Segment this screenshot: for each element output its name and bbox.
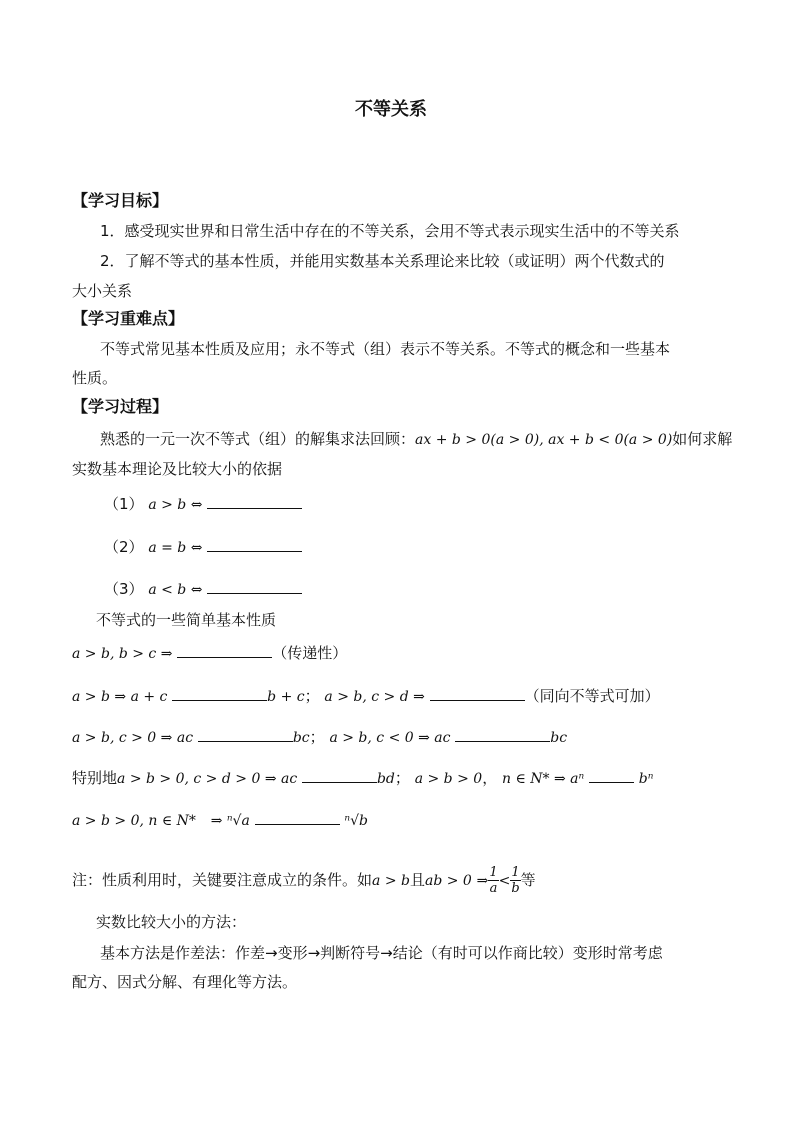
fraction-1-over-b: $\frac{1}{b}$	[511, 865, 520, 896]
condition-note: 注：性质利用时，关键要注意成立的条件。如a > b且ab > 0 ⇒ $\frac{1}{a}$ < $\frac{1}{b}$ 等	[72, 865, 536, 896]
fill-blank[interactable]	[207, 535, 302, 552]
fraction-1-over-a: $\frac{1}{a}$	[489, 865, 498, 896]
properties-intro: 不等式的一些简单基本性质	[96, 611, 277, 629]
review-line1	[100, 428, 732, 451]
goal-item-1: 1．感受现实世界和日常生活中存在的不等关系，会用不等式表示现实生活中的不等关系	[100, 222, 680, 240]
compare-item-3: （3） a < b ⇔	[104, 577, 302, 601]
key-points-heading: 【学习重难点】	[72, 309, 185, 328]
key-points-line1: 不等式常见基本性质及应用；永不等式（组）表示不等关系。不等式的概念和一些基本	[100, 340, 671, 358]
methods-intro: 实数比较大小的方法：	[96, 913, 247, 931]
page-title: 不等关系	[355, 99, 427, 120]
fill-blank[interactable]	[198, 725, 293, 742]
fill-blank[interactable]	[207, 577, 302, 594]
review-text: 熟悉的一元一次不等式（组）的解集求法回顾：	[100, 430, 416, 448]
review-tail: 如何求解	[672, 430, 733, 448]
property-additive: a > b ⇒ a + c b + c； a > b, c > d ⇒ （同向不等式可加）	[72, 684, 660, 708]
fill-blank[interactable]	[207, 492, 302, 509]
compare-item-2: （2） a = b ⇔	[104, 535, 302, 559]
review-line2: 实数基本理论及比较大小的依据	[72, 460, 283, 478]
fill-blank[interactable]	[430, 684, 525, 701]
property-special: 特别地a > b > 0, c > d > 0 ⇒ ac bd； a > b > 0， n ∈ N* ⇒ aⁿ bⁿ	[72, 766, 653, 790]
fill-blank[interactable]	[302, 766, 377, 783]
methods-line1: 基本方法是作差法：作差→变形→判断符号→结论（有时可以作商比较）变形时常考虑	[100, 944, 663, 962]
fill-blank[interactable]	[172, 684, 267, 701]
process-heading: 【学习过程】	[72, 397, 169, 416]
property-transitive: a > b, b > c ⇒ （传递性）	[72, 641, 347, 665]
goal-item-2-line2: 大小关系	[72, 282, 133, 300]
fill-blank[interactable]	[455, 725, 550, 742]
compare-item-1: （1） a > b ⇔	[104, 492, 302, 516]
review-math: ax + b > 0(a > 0), ax + b < 0(a > 0)	[415, 432, 673, 448]
goal-item-2-line1: 2．了解不等式的基本性质，并能用实数基本关系理论来比较（或证明）两个代数式的	[100, 252, 665, 270]
property-multiplicative: a > b, c > 0 ⇒ ac bc； a > b, c < 0 ⇒ ac bc	[72, 725, 567, 749]
methods-line2: 配方、因式分解、有理化等方法。	[72, 973, 298, 991]
key-points-line2: 性质。	[72, 369, 118, 387]
fill-blank[interactable]	[255, 808, 340, 825]
property-root: a > b > 0, n ∈ N* ⇒ ⁿ√a ⁿ√b	[72, 808, 368, 832]
fill-blank[interactable]	[177, 641, 272, 658]
goals-heading: 【学习目标】	[72, 191, 169, 210]
fill-blank[interactable]	[589, 766, 634, 783]
